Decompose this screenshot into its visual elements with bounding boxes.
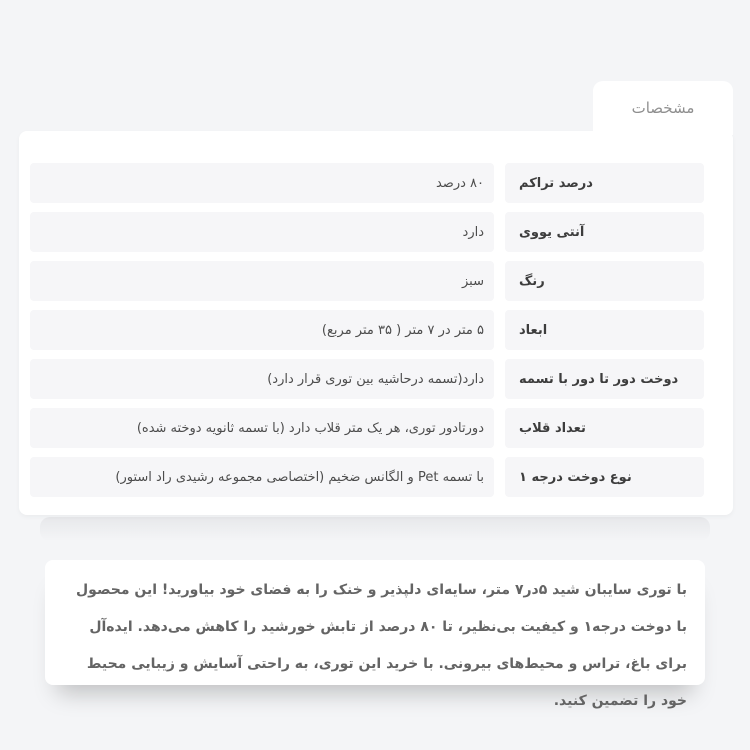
tab-specifications[interactable] xyxy=(593,81,733,135)
spec-label: رنگ xyxy=(505,261,704,301)
spec-row xyxy=(30,408,704,448)
spec-row xyxy=(30,457,704,497)
spec-row xyxy=(30,359,704,399)
description-card xyxy=(45,560,705,709)
spec-value: ۵ متر در ۷ متر ( ۳۵ متر مربع) xyxy=(30,310,494,350)
spec-value: دورتادور توری، هر یک متر قلاب دارد (با تسمه ثانویه دوخته شده) xyxy=(30,408,494,448)
spec-label: ابعاد xyxy=(505,310,704,350)
spec-label: درصد تراکم xyxy=(505,163,704,203)
spec-value: سبز xyxy=(30,261,494,301)
spec-value: دارد xyxy=(30,212,494,252)
spec-row xyxy=(30,163,704,203)
spec-row xyxy=(30,212,704,252)
spec-value: ۸۰ درصد xyxy=(30,163,494,203)
spec-row xyxy=(30,261,704,301)
card-stack-shadow xyxy=(40,517,710,541)
specifications-tab-label: مشخصات xyxy=(631,99,695,117)
spec-value: دارد(تسمه درحاشیه بین توری قرار دارد) xyxy=(30,359,494,399)
spec-label: آنتی یووی xyxy=(505,212,704,252)
spec-label: تعداد قلاب xyxy=(505,408,704,448)
specifications-card xyxy=(19,131,733,515)
spec-label: نوع دوخت درجه ۱ xyxy=(505,457,704,497)
product-description: با توری سایبان شید ۵در۷ متر، سایه‌ای دلپذیر و خنک را به فضای خود بیاورید! این محصول با دوخت درجه۱ و کیفیت بی‌نظیر، تا ۸۰ درصد از تابش خورشید را کاهش می‌دهد. ایده‌آل برای باغ، تراس و محیط‌های بیرونی. با خرید این توری، به راحتی آسایش و زیبایی محیط خود را تضمین کنید. xyxy=(76,582,687,709)
spec-label: دوخت دور تا دور با تسمه xyxy=(505,359,704,399)
spec-value: با تسمه Pet و الگانس ضخیم (اختصاصی مجموعه رشیدی راد استور) xyxy=(30,457,494,497)
spec-row xyxy=(30,310,704,350)
